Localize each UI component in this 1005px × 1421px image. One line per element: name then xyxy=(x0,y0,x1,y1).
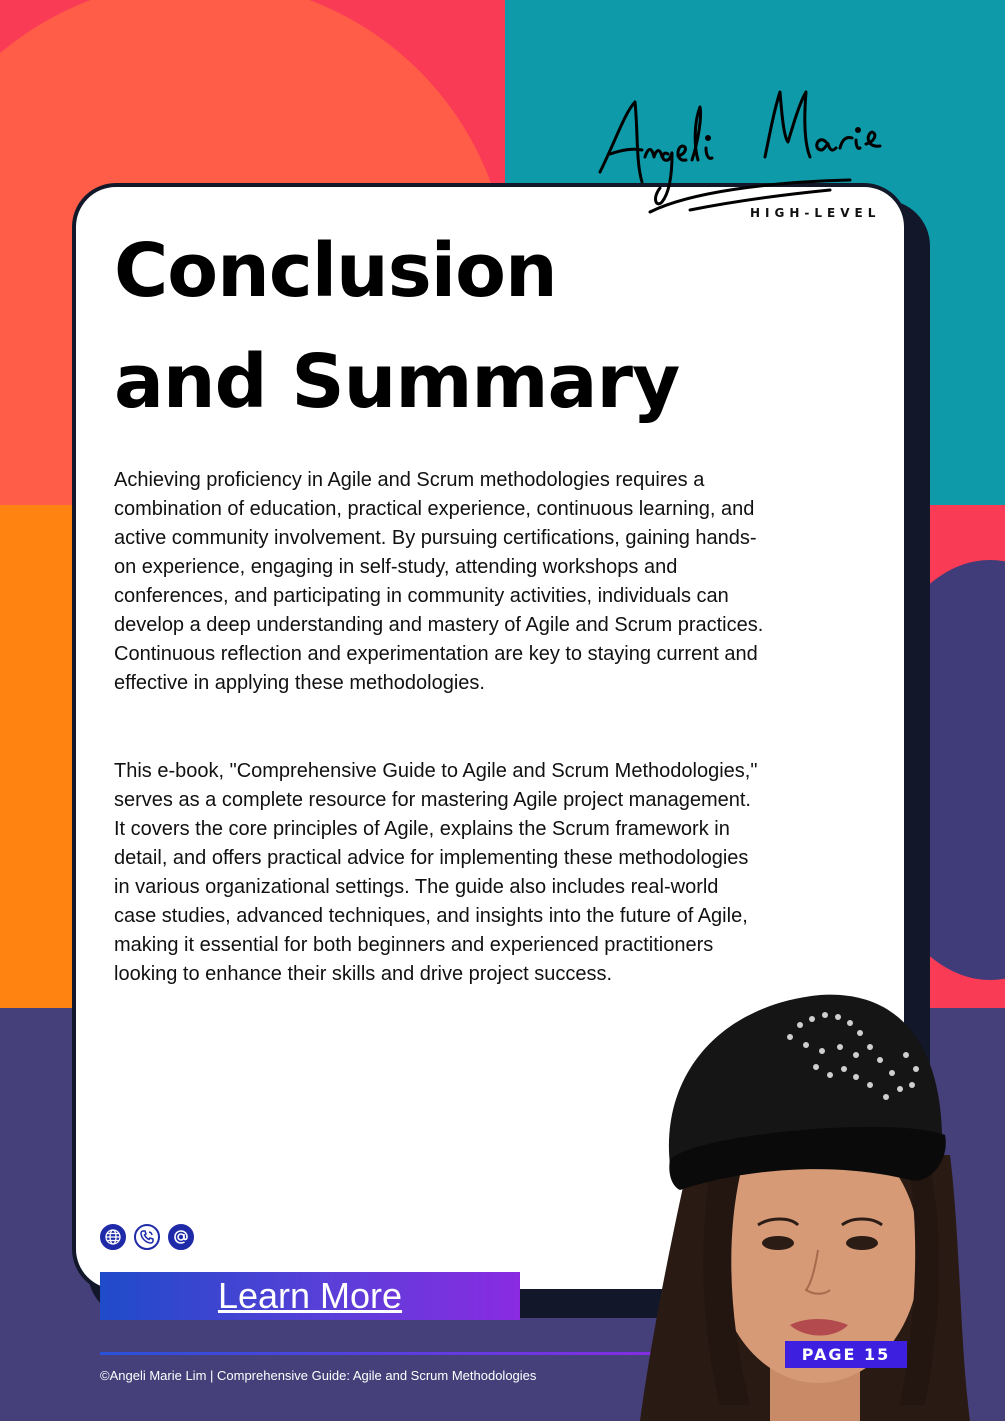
body-paragraph-1: Achieving proficiency in Agile and Scrum methodologies requires a combination of education, practical experience, continuous learning, and active community involvement. By pursuing certifications, gaining hands-on experience, engaging in self-study, attending workshops and conferences, and participating in community activities, individuals can develop a deep understanding and mastery of Agile and Scrum practices. Continuous reflection and experimentation are key to staying current and effective in applying these methodologies. xyxy=(114,469,764,694)
at-icon[interactable] xyxy=(168,1224,194,1250)
learn-more-button[interactable]: Learn More xyxy=(100,1272,520,1320)
phone-icon[interactable] xyxy=(134,1224,160,1250)
page-number-badge: PAGE 15 xyxy=(785,1341,907,1368)
body-paragraph-2: This e-book, "Comprehensive Guide to Agile and Scrum Methodologies," serves as a complete resource for mastering Agile project management. It covers the core principles of Agile, explains the Scrum framework in detail, and offers practical advice for implementing these methodologies in various organizational settings. The guide also includes real-world case studies, advanced techniques, and insights into the future of Agile, making it essential for both beginners and experienced practitioners looking to enhance their skills and drive project success. xyxy=(114,760,758,985)
title-line-2: and Summary xyxy=(114,339,680,425)
title-line-1: Conclusion xyxy=(114,228,557,314)
footer-divider xyxy=(100,1352,690,1355)
signature-logo xyxy=(590,62,910,222)
globe-icon[interactable] xyxy=(100,1224,126,1250)
footer-copyright: ©Angeli Marie Lim | Comprehensive Guide: Agile and Scrum Methodologies xyxy=(100,1368,537,1383)
signature-tagline: HIGH-LEVEL xyxy=(750,206,881,220)
page-title xyxy=(114,216,679,438)
contact-icons xyxy=(100,1224,194,1250)
